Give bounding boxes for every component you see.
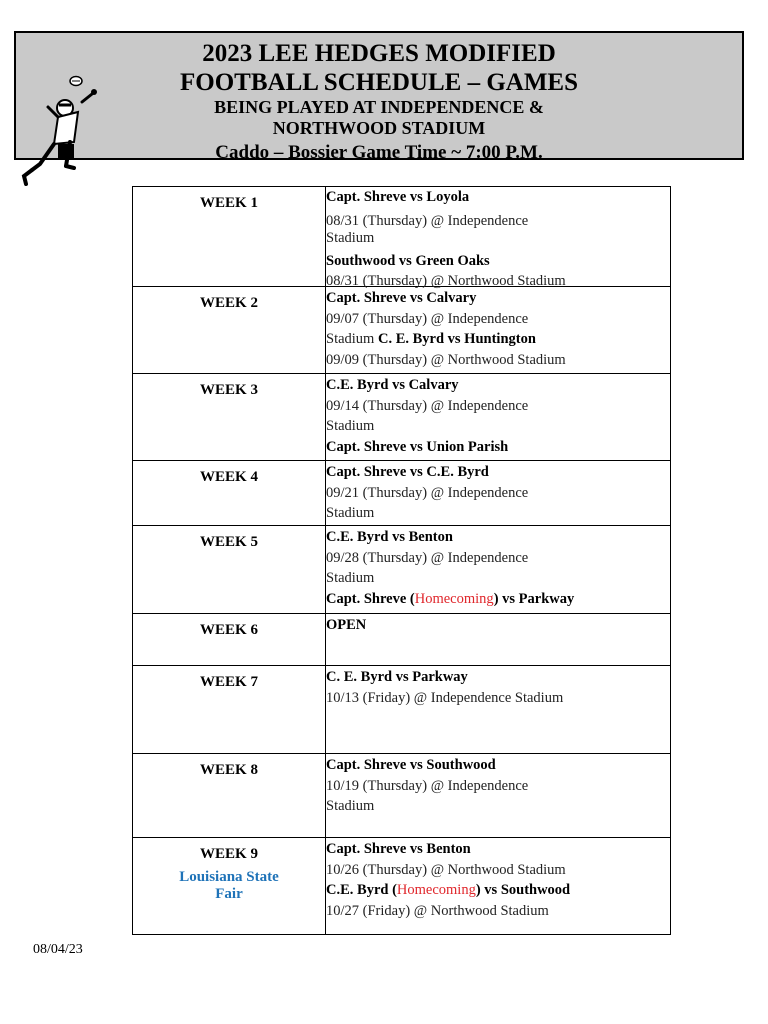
table-row (133, 754, 671, 838)
game-date: 09/14 (Thursday) @ Independence (326, 397, 529, 414)
game-title: Capt. Shreve vs Loyola (326, 189, 470, 205)
games-cell (326, 287, 671, 374)
week-label: WEEK 7 (200, 674, 258, 690)
game-title (326, 880, 670, 901)
games-cell (326, 526, 671, 614)
subtitle-line-2: NORTHWOOD STADIUM (272, 118, 486, 138)
games-cell (326, 838, 671, 935)
game-date: 10/13 (Friday) @ Independence Stadium (326, 689, 564, 706)
games-cell (326, 374, 671, 461)
week-cell (133, 614, 326, 666)
game-date: 08/31 (Thursday) @ Independence (326, 212, 529, 229)
header-text (16, 39, 742, 165)
game-title: Capt. Shreve vs Union Parish (326, 438, 509, 455)
week-label: WEEK 3 (200, 382, 258, 398)
table-row (133, 374, 671, 461)
week-cell (133, 838, 326, 935)
game-date: 09/07 (Thursday) @ Independence (326, 310, 529, 327)
game-date: 09/28 (Thursday) @ Independence (326, 549, 529, 566)
table-row (133, 838, 671, 935)
table-row (133, 614, 671, 666)
games-cell (326, 461, 671, 526)
games-cell (326, 187, 671, 290)
football-player-icon (18, 72, 98, 194)
state-fair-note: Louisiana State Fair (179, 869, 279, 902)
game-date: 09/09 (Thursday) @ Northwood Stadium (326, 351, 566, 368)
week-label: WEEK 4 (200, 469, 258, 485)
week-label: WEEK 6 (200, 622, 258, 638)
table-row (133, 187, 671, 287)
game-title-part: ) vs Parkway (493, 590, 575, 607)
game-date: 09/21 (Thursday) @ Independence (326, 484, 529, 501)
week-label: WEEK 2 (200, 295, 258, 311)
games-cell (326, 666, 671, 754)
table-row (133, 461, 671, 526)
week-label: WEEK 8 (200, 762, 258, 778)
game-title-part: ) vs Southwood (475, 882, 571, 899)
game-title: Capt. Shreve vs Southwood (326, 757, 496, 773)
schedule-header (14, 31, 744, 163)
game-venue: Stadium (326, 230, 375, 247)
week-cell (133, 461, 326, 526)
game-title: C.E. Byrd vs Benton (326, 529, 453, 545)
week-cell (133, 754, 326, 838)
revision-date: 08/04/23 (33, 942, 83, 957)
game-title: C. E. Byrd vs Huntington (377, 331, 536, 348)
game-title: Capt. Shreve vs Calvary (326, 290, 477, 306)
week-cell (133, 287, 326, 374)
game-title: Capt. Shreve vs C.E. Byrd (326, 464, 489, 480)
table-row (133, 666, 671, 754)
game-title (326, 589, 670, 610)
week-label: WEEK 9 (200, 846, 258, 862)
game-title-part: Capt. Shreve ( (326, 590, 415, 607)
title-line-1: 2023 LEE HEDGES MODIFIED (202, 40, 556, 67)
game-venue: Stadium (326, 331, 375, 348)
week-cell (133, 666, 326, 754)
game-title: C. E. Byrd vs Parkway (326, 669, 468, 685)
game-title: Capt. Shreve vs Benton (326, 841, 471, 857)
homecoming-label: Homecoming (396, 882, 476, 899)
homecoming-label: Homecoming (414, 590, 494, 607)
games-cell (326, 614, 671, 666)
game-venue: Stadium (326, 505, 375, 522)
game-title: Southwood vs Green Oaks (326, 252, 490, 269)
table-row (133, 287, 671, 374)
game-venue: Stadium (326, 418, 375, 435)
week-cell (133, 187, 326, 287)
table-row (133, 526, 671, 614)
subtitle-line-1: BEING PLAYED AT INDEPENDENCE & (214, 97, 544, 117)
week-cell (133, 526, 326, 614)
week-label: WEEK 1 (200, 195, 258, 211)
game-title: C.E. Byrd vs Calvary (326, 377, 459, 393)
schedule-table (132, 186, 671, 935)
week-cell (133, 374, 326, 461)
game-time-line: Caddo – Bossier Game Time ~ 7:00 P.M. (215, 142, 543, 163)
game-title: OPEN (326, 617, 367, 633)
game-date: 08/31 (Thursday) @ Northwood Stadium (326, 273, 566, 290)
title-line-2: FOOTBALL SCHEDULE – GAMES (180, 69, 578, 96)
game-venue: Stadium (326, 570, 375, 587)
game-date: 10/27 (Friday) @ Northwood Stadium (326, 902, 549, 919)
game-title-part: C.E. Byrd ( (326, 882, 397, 899)
game-date: 10/26 (Thursday) @ Northwood Stadium (326, 861, 566, 878)
week-label: WEEK 5 (200, 534, 258, 550)
games-cell (326, 754, 671, 838)
game-venue: Stadium (326, 798, 375, 815)
game-date: 10/19 (Thursday) @ Independence (326, 777, 529, 794)
